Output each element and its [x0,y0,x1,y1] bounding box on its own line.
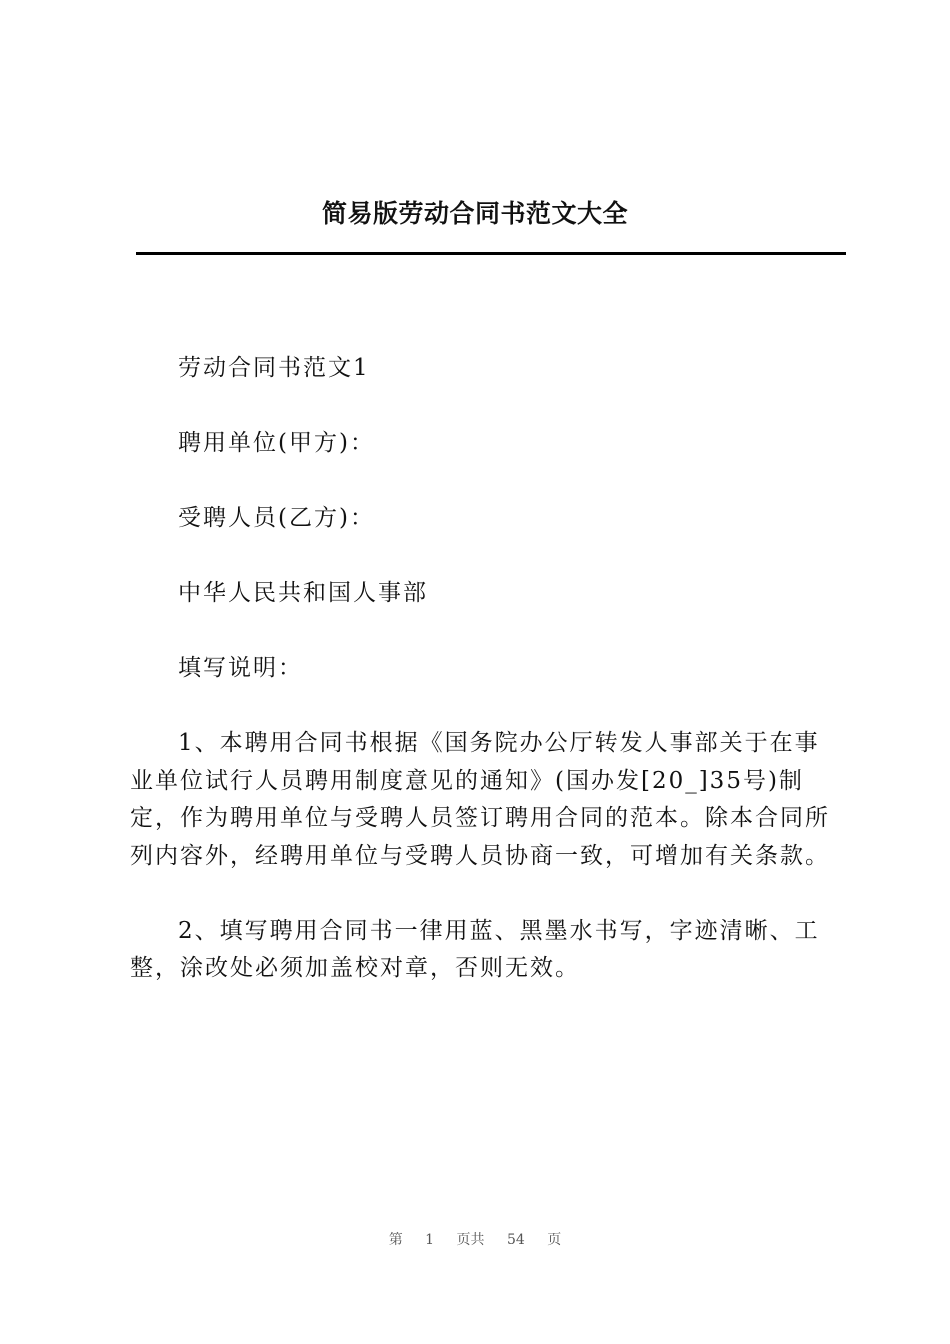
paragraph-instruction-2: 2、填写聘用合同书一律用蓝、黑墨水书写，字迹清晰、工整，涂改处必须加盖校对章，否则无效。 [130,917,820,981]
footer-page-prefix: 第 [388,1232,403,1248]
paragraph-instructions-heading: 填写说明： [178,655,303,681]
document-title: 简易版劳动合同书范文大全 [321,199,628,228]
paragraph-instruction-1: 1、本聘用合同书根据《国务院办公厅转发人事部关于在事业单位试行人员聘用制度意见的通知》(国办发[20_]35号)制定，作为聘用单位与受聘人员签订聘用合同的范本。除本合同所列内容外，经聘用单位与受聘人员协商一致，可增加有关条款。 [130,730,830,869]
footer-page-middle: 页共 [456,1232,485,1248]
footer-page-suffix: 页 [547,1232,562,1248]
document-body [130,350,842,988]
title-divider [136,252,846,255]
paragraph-employee: 受聘人员(乙方)： [178,505,375,531]
paragraph-employer: 聘用单位(甲方)： [178,430,375,456]
page-footer [0,1230,950,1250]
paragraph-heading: 劳动合同书范文1 [178,355,370,381]
footer-page-total: 54 [507,1232,525,1248]
paragraph-ministry: 中华人民共和国人事部 [178,580,428,606]
footer-page-current: 1 [425,1232,435,1248]
